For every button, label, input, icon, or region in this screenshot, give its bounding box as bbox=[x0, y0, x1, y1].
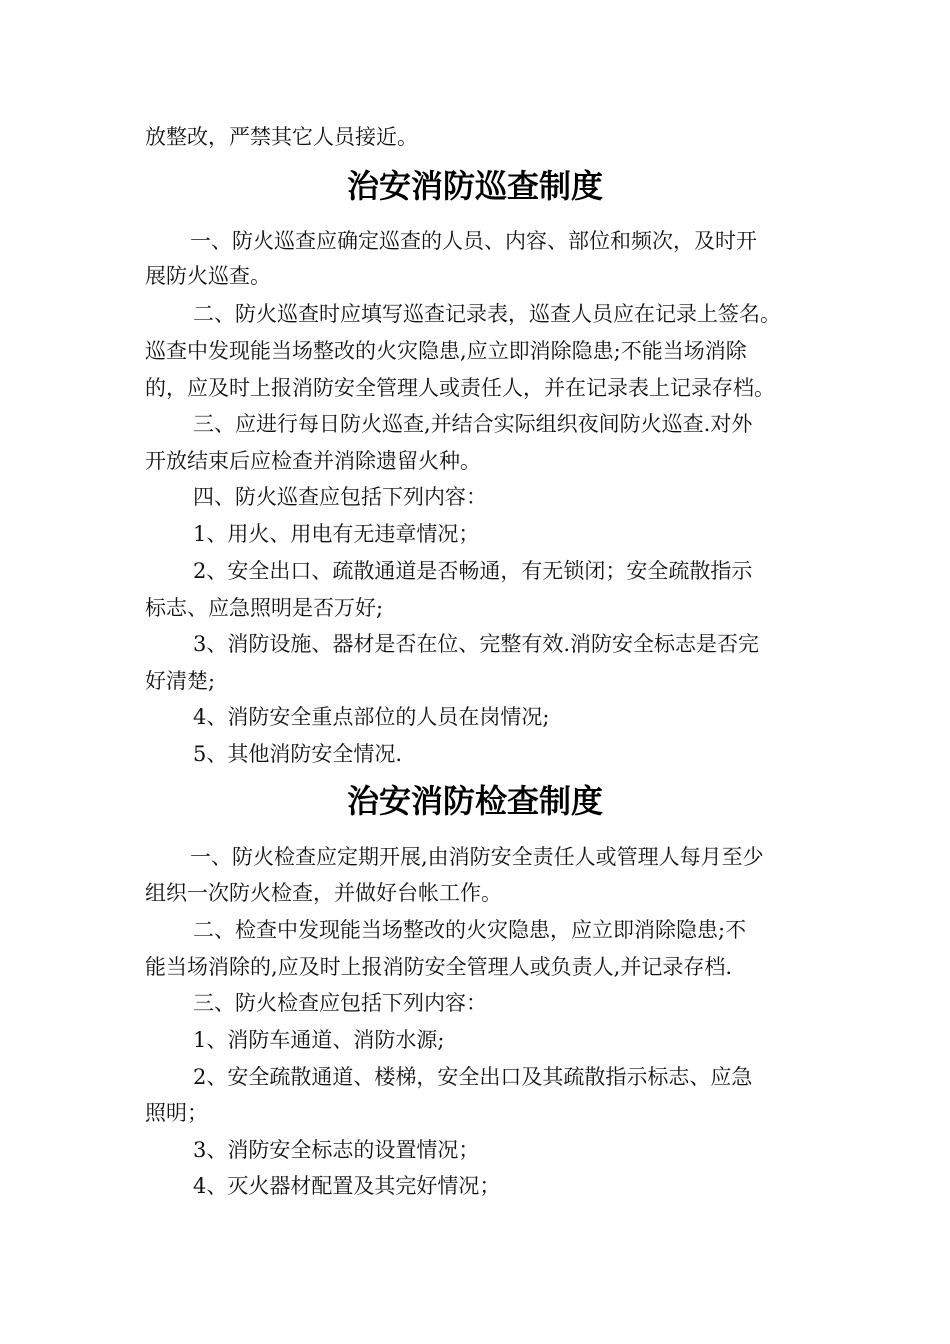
inspection-paragraph-line: 能当场消除的,应及时上报消防安全管理人或负责人,并记录存档. bbox=[145, 955, 733, 979]
inspection-paragraph-line: 组织一次防火检查，并做好台帐工作。 bbox=[145, 881, 502, 905]
patrol-paragraph-line: 巡查中发现能当场整改的火灾隐患,应立即消除隐患;不能当场消除 bbox=[145, 339, 747, 363]
inspection-list-item: 2、安全疏散通道、楼梯，安全出口及其疏散指示标志、应急 bbox=[193, 1065, 753, 1089]
inspection-list-item: 3、消防安全标志的设置情况； bbox=[193, 1138, 480, 1162]
patrol-list-item: 1、用火、用电有无违章情况； bbox=[193, 522, 480, 546]
patrol-list-item: 5、其他消防安全情况. bbox=[193, 742, 403, 766]
patrol-paragraph-line: 的，应及时上报消防安全管理人或责任人，并在记录表上记录存档。 bbox=[145, 376, 775, 400]
patrol-list-item: 好清楚; bbox=[145, 669, 216, 693]
patrol-paragraph-line: 展防火巡查。 bbox=[145, 264, 271, 288]
patrol-paragraph-line: 三、应进行每日防火巡查,并结合实际组织夜间防火巡查.对外 bbox=[193, 412, 753, 436]
section-title-inspection: 治安消防检查制度 bbox=[346, 782, 603, 820]
inspection-paragraph-line: 三、防火检查应包括下列内容： bbox=[193, 991, 487, 1015]
patrol-list-item: 4、消防安全重点部位的人员在岗情况; bbox=[193, 705, 550, 729]
patrol-paragraph-line: 二、防火巡查时应填写巡查记录表，巡查人员应在记录上签名。 bbox=[193, 302, 781, 326]
inspection-paragraph-line: 一、防火检查应定期开展,由消防安全责任人或管理人每月至少 bbox=[190, 845, 764, 869]
patrol-list-item: 标志、应急照明是否万好; bbox=[145, 596, 384, 620]
inspection-list-item: 1、消防车通道、消防水源; bbox=[193, 1028, 445, 1052]
patrol-paragraph-line: 四、防火巡查应包括下列内容： bbox=[193, 485, 487, 509]
inspection-paragraph-line: 二、检查中发现能当场整改的火灾隐患，应立即消除隐患;不 bbox=[193, 918, 747, 942]
inspection-list-item: 照明； bbox=[145, 1101, 208, 1125]
patrol-paragraph-line: 一、防火巡查应确定巡查的人员、内容、部位和频次，及时开 bbox=[190, 229, 757, 253]
patrol-paragraph-line: 开放结束后应检查并消除遗留火种。 bbox=[145, 449, 481, 473]
continuation-line: 放整改，严禁其它人员接近。 bbox=[145, 125, 418, 149]
section-title-patrol: 治安消防巡查制度 bbox=[346, 167, 603, 205]
patrol-list-item: 2、安全出口、疏散通道是否畅通，有无锁闭；安全疏散指示 bbox=[193, 559, 753, 583]
inspection-list-item: 4、灭火器材配置及其完好情况； bbox=[193, 1174, 501, 1198]
patrol-list-item: 3、消防设施、器材是否在位、完整有效.消防安全标志是否完 bbox=[193, 632, 760, 656]
